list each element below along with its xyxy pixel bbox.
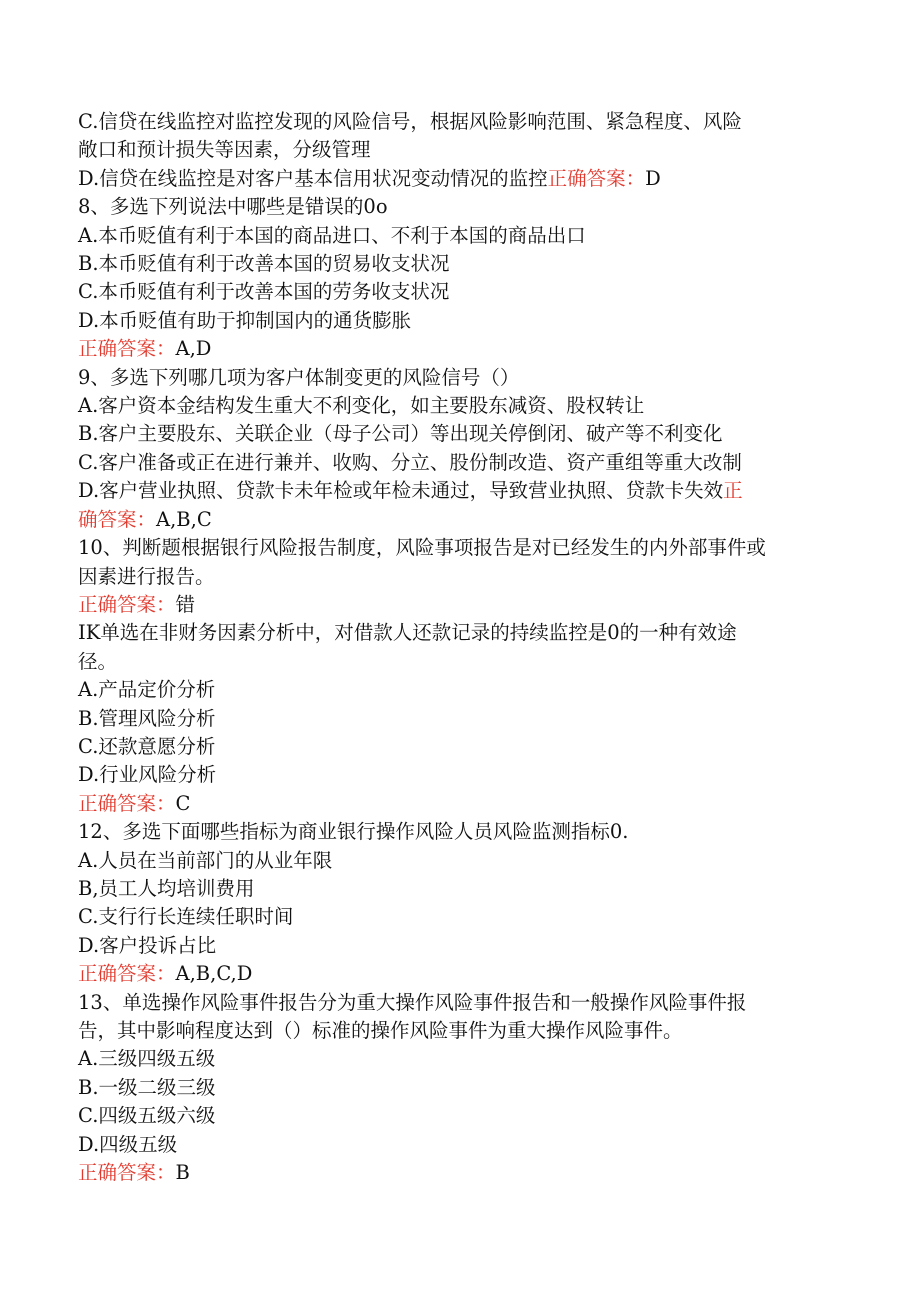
q7-answer-value: D [645,166,661,190]
q8-option-a: A.本币贬值有利于本国的商品进口、不利于本国的商品出口 [78,223,586,247]
q7-option-c-line2: 敞口和预计损失等因素，分级管理 [78,138,371,162]
q13-option-a: A.三级四级五级 [78,1047,216,1071]
q7-answer-label: 正确答案： [547,166,646,190]
q10-question-line2: 因素进行报告。 [78,564,215,588]
q11-option-d: D.行业风险分析 [78,763,217,787]
q9-option-c: C.客户准备或正在进行兼并、收购、分立、股份制改造、资产重组等重大改制 [78,450,742,474]
q9-option-d-with-answer [78,477,842,505]
document-page [78,108,842,1187]
q13-answer-label: 正确答案： [78,1161,176,1185]
q8-answer-label: 正确答案： [78,337,176,361]
q13-question-line1: 13、单选操作风险事件报告分为重大操作风险事件报告和一般操作风险事件报 [78,990,747,1014]
q9-answer [78,506,842,534]
q8-answer-value: A,D [175,337,212,361]
q11-answer-label: 正确答案： [78,791,176,815]
q11-answer [78,790,842,818]
q11-option-b: B.管理风险分析 [78,706,216,730]
q13-option-c: C.四级五级六级 [78,1104,216,1128]
q10-answer [78,591,842,619]
q11-option-a: A.产品定价分析 [78,678,216,702]
q9-answer-label-part2: 确答案： [78,507,157,531]
q10-answer-value: 错 [175,592,196,616]
q9-question: 9、多选下列哪几项为客户体制变更的风险信号（） [78,365,520,389]
q9-answer-label-part1: 正 [723,479,743,503]
q12-option-b: B,员工人均培训费用 [78,876,255,900]
q13-question-line2: 告，其中影响程度达到（）标准的操作风险事件为重大操作风险事件。 [78,1019,683,1042]
q12-answer [78,960,842,988]
q9-answer-value: A,B,C [156,507,212,531]
q13-answer [78,1159,842,1187]
q10-question-line1: 10、判断题根据银行风险报告制度，风险事项报告是对已经发生的内外部事件或 [78,536,766,560]
q8-answer [78,335,842,363]
q10-answer-label: 正确答案： [78,592,176,616]
q12-question: 12、多选下面哪些指标为商业银行操作风险人员风险监测指标0. [78,820,629,844]
q12-answer-label: 正确答案： [78,962,176,986]
q9-option-b: B.客户主要股东、关联企业（母子公司）等出现关停倒闭、破产等不利变化 [78,422,723,446]
q12-option-d: D.客户投诉占比 [78,933,217,957]
q12-option-a: A.人员在当前部门的从业年限 [78,848,333,872]
q13-option-d: D.四级五级 [78,1132,178,1156]
q8-option-b: B.本币贬值有利于改善本国的贸易收支状况 [78,252,450,276]
q9-option-a: A.客户资本金结构发生重大不利变化，如主要股东减资、股权转让 [78,394,645,418]
q7-option-d-with-answer [78,165,842,193]
q12-answer-value: A,B,C,D [175,962,253,986]
q8-question: 8、多选下列说法中哪些是错误的0o [78,195,388,219]
q11-question-line1: IK单选在非财务因素分析中，对借款人还款记录的持续监控是0的一种有效途 [78,621,737,645]
q11-option-c: C.还款意愿分析 [78,734,216,758]
q8-option-d: D.本币贬值有助于抑制国内的通货膨胀 [78,308,412,332]
q13-answer-value: B [175,1161,190,1185]
q12-option-c: C.支行行长连续任职时间 [78,905,294,929]
q7-option-c-line1: C.信贷在线监控对监控发现的风险信号，根据风险影响范围、紧急程度、风险 [78,110,742,133]
q8-option-c: C.本币贬值有利于改善本国的劳务收支状况 [78,280,450,304]
q13-option-b: B.一级二级三级 [78,1075,216,1099]
q9-option-d: D.客户营业执照、贷款卡未年检或年检未通过，导致营业执照、贷款卡失效 [78,479,724,503]
q7-option-d: D.信贷在线监控是对客户基本信用状况变动情况的监控 [78,166,548,190]
q11-question-line2: 径。 [78,649,118,673]
q11-answer-value: C [175,791,191,815]
